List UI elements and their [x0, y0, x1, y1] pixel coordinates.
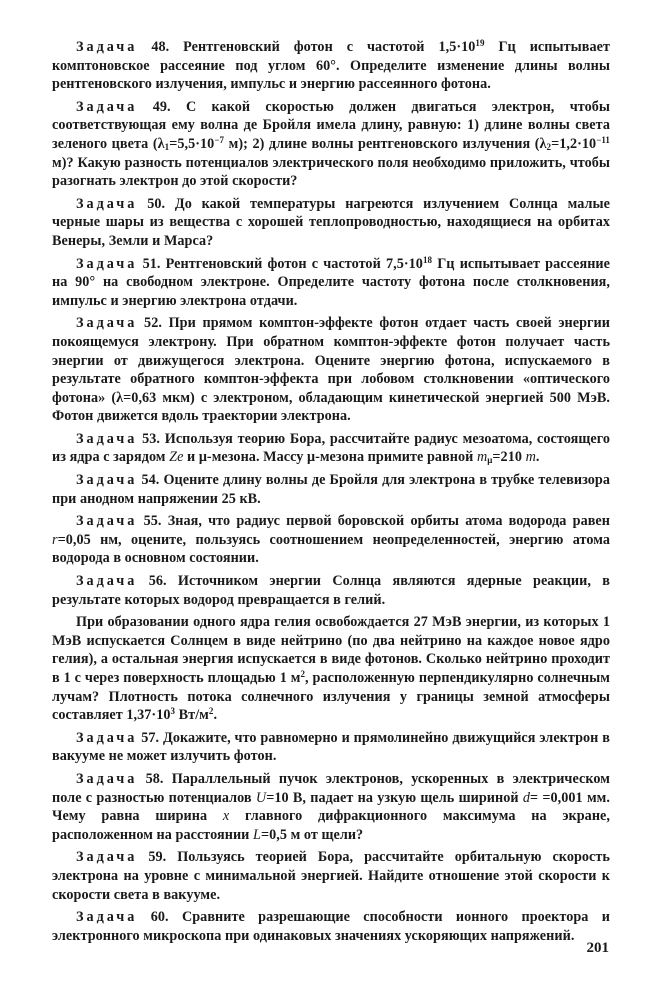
- problem-number: 51.: [142, 255, 161, 272]
- problem-59: Задача 59. Пользуясь теорией Бора, рассчитайте орбитальную скорость электрона на уровне с минимальной энергией. Найдите отношение этой скорости к скорости света в вакууме.: [52, 849, 610, 903]
- problem-label: Задача: [76, 573, 138, 590]
- problem-label: Задача: [76, 729, 138, 746]
- problem-55: Задача 55. Зная, что радиус первой боровской орбиты атома водорода равен r=0,05 нм, оцените, пользуясь соотношением неопределенностей, энергию атома водорода в основном состоянии.: [52, 513, 610, 567]
- problem-number: 50.: [147, 195, 166, 212]
- problem-label: Задача: [76, 39, 138, 55]
- problem-50: Задача 50. До какой температуры нагреются излучением Солнца малые черные шары из вещества с хорошей теплопроводностью, находящиеся на орбитах Венеры, Земли и Марса?: [52, 195, 610, 249]
- problem-number: 57.: [141, 729, 160, 746]
- problem-53: Задача 53. Используя теорию Бора, рассчитайте радиус мезоатома, состоящего из ядра с зарядом Ze и μ-мезона. Массу μ-мезона примите равной $m_\mu=210$ m.: [52, 430, 610, 466]
- problem-58: Задача 58. Параллельный пучок электронов, ускоренных в электрическом поле с разностью потенциалов U=10 В, падает на узкую щель шириной d= =0,001 мм. Чему равна ширина x главного дифракционного максимума на экране, расположенном на расстоянии L=0,5 м от щели?: [52, 770, 610, 843]
- page-number: 201: [586, 940, 609, 956]
- problem-label: Задача: [76, 315, 138, 332]
- problem-label: Задача: [76, 472, 138, 489]
- problem-56-continuation: При образовании одного ядра гелия освобождается 27 МэВ энергии, из которых 1 МэВ испускается Солнцем в виде нейтрино (по два нейтрино на каждое новое ядро гелия), а остальная энергия испускается в виде фотонов. Сколько нейтрино проходит в 1 с через поверхность площадью 1 $м^2$, расположенную перпендикулярно солнечным лучам? Плотность потока солнечного излучения у границы земной атмосферы составляет $1,37\cdot 10^3$ $Вт/м^2$.: [52, 614, 611, 724]
- page-body: [52, 38, 610, 949]
- problem-label: Задача: [76, 849, 138, 866]
- problem-number: 56.: [148, 573, 167, 590]
- problem-51: Задача 51. Рентгеновский фотон с частотой $7,5\cdot 10^{18}$ Гц испытывает рассеяние на 90° на свободном электроне. Определите частоту фотона после столкновения, импульс и энергию электрона отдачи.: [52, 254, 610, 309]
- problem-60: Задача 60. Сравните разрешающие способности ионного проектора и электронного микроскопа при одинаковых значениях ускоряющих напряжений.: [52, 909, 610, 944]
- problem-number: 49.: [152, 98, 171, 115]
- problem-52: Задача 52. При прямом комптон-эффекте фотон отдает часть своей энергии покоящемуся электрону. При обратном комптон-эффекте фотон получает часть энергии от движущегося электрона. Оцените энергию фотона, испускаемого в результате обратного комптон-эффекта при лобовом столкновении «оптического фотона» (λ=0,63 мкм) с электроном, обладающим кинетической энергией 500 МэВ. Фотон движется вдоль траектории электрона.: [52, 315, 610, 425]
- problem-56: Задача 56. Источником энергии Солнца являются ядерные реакции, в результате которых водород превращается в гелий.: [52, 573, 610, 608]
- problem-49: Задача 49. С какой скоростью должен двигаться электрон, чтобы соответствующая ему волна де Бройля имела длину, равную: 1) длине волны света зеленого цвета ($\lambda_1=5,5\cdot 10^{-7}$ м); 2) длине волны рентгеновского излучения ($\lambda_2=1,2\cdot 10^{-11}$ м)? Какую разность потенциалов электрического поля необходимо приложить, чтобы разогнать электрон до этой скорости?: [52, 98, 610, 190]
- problem-number: 48.: [151, 39, 170, 55]
- problem-number: 52.: [144, 315, 162, 332]
- problem-number: 60.: [150, 909, 169, 926]
- problem-label: Задача: [76, 430, 138, 447]
- problem-label: Задача: [76, 770, 138, 787]
- problem-label: Задача: [76, 255, 138, 272]
- problem-number: 53.: [142, 430, 161, 447]
- problem-label: Задача: [76, 195, 138, 212]
- problem-57: Задача 57. Докажите, что равномерно и прямолинейно движущийся электрон в вакууме не может излучить фотон.: [52, 729, 610, 765]
- problem-48: Задача 48. Рентгеновский фотон с частотой $1,5\cdot 10^{19}$ Гц испытывает комптоновское рассеяние под углом 60°. Определите изменение длины волны рентгеновского излучения, импульс и энергию рассеянного фотона.: [52, 38, 610, 93]
- problem-label: Задача: [76, 98, 138, 115]
- problem-number: 59.: [148, 849, 167, 866]
- problem-label: Задача: [76, 909, 138, 926]
- problem-number: 58.: [145, 770, 164, 787]
- problem-number: 55.: [143, 513, 162, 530]
- problem-54: Задача 54. Оцените длину волны де Бройля для электрона в трубке телевизора при анодном напряжении 25 кВ.: [52, 472, 610, 507]
- problem-label: Задача: [76, 513, 138, 530]
- problem-number: 54.: [141, 472, 160, 489]
